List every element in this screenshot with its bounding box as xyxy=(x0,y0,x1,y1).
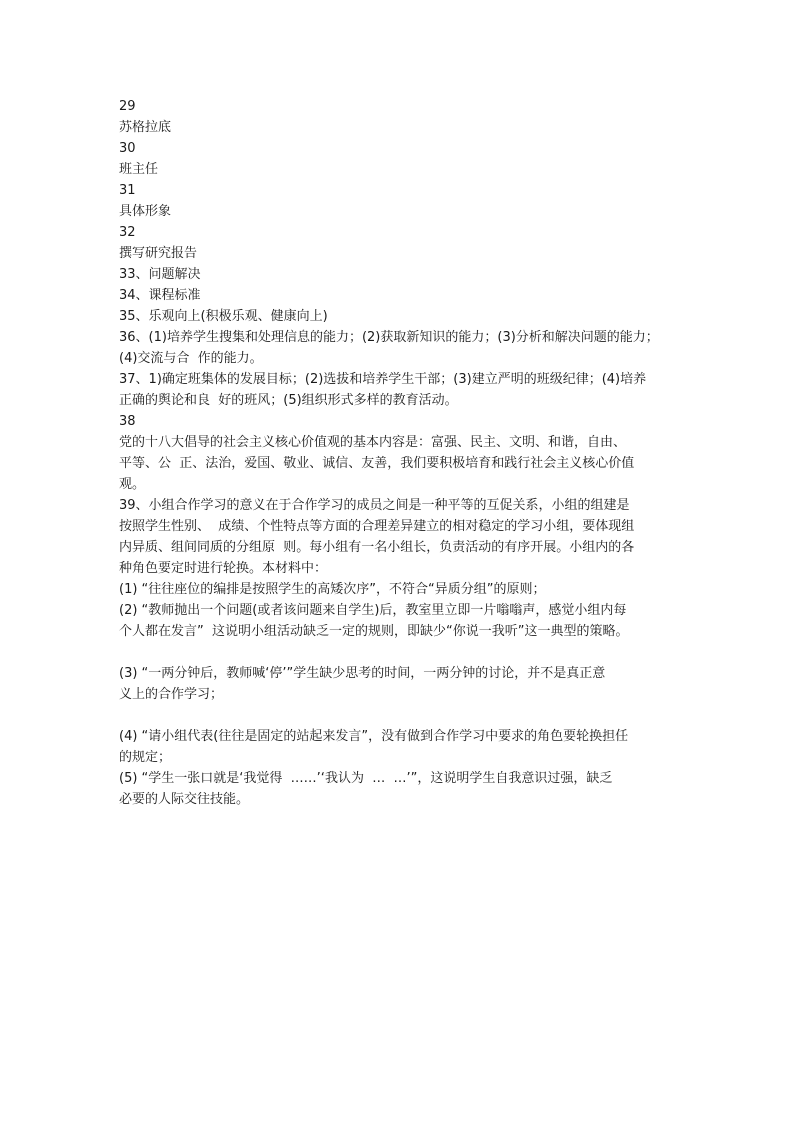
text-line: 个人都在发言” 这说明小组活动缺乏一定的规则，即缺少“你说一我听”这一典型的策略。 xyxy=(119,624,629,639)
text-line: (4)交流与合 作的能力。 xyxy=(119,351,263,366)
text-line: (2) “教师抛出一个问题(或者该问题来自学生)后，教室里立即一片嗡嗡声，感觉小组内每 xyxy=(119,603,627,618)
text-line: 具体形象 xyxy=(119,204,172,219)
text-line: 观。 xyxy=(119,477,146,492)
text-line: 必要的人际交往技能。 xyxy=(119,792,250,807)
text-line: 撰写研究报告 xyxy=(119,246,198,261)
text-line: 种角色要定时进行轮换。本材料中： xyxy=(119,561,328,576)
text-line: 33、问题解决 xyxy=(119,267,201,282)
text-line: (1) “往往座位的编排是按照学生的高矮次序”，不符合“异质分组”的原则； xyxy=(119,582,546,597)
text-line: 按照学生性别、 成绩、个性特点等方面的合理差异建立的相对稳定的学习小组，要体现组 xyxy=(119,519,635,534)
text-line: 平等、公 正、法治，爱国、敬业、诚信、友善，我们要积极培育和践行社会主义核心价值 xyxy=(119,456,635,471)
document-body xyxy=(119,96,691,810)
text-line: 正确的舆论和良 好的班风；(5)组织形式多样的教育活动。 xyxy=(119,393,458,408)
text-line: (5) “学生一张口就是‘我觉得 ……’‘我认为 … …’”，这说明学生自我意识过强，缺乏 xyxy=(119,771,613,786)
blank-line xyxy=(119,705,691,726)
text-line: 36、(1)培养学生搜集和处理信息的能力；(2)获取新知识的能力；(3)分析和解决问题的能力； xyxy=(119,330,659,345)
text-line: 35、乐观向上(积极乐观、健康向上) xyxy=(119,309,328,324)
text-line: 党的十八大倡导的社会主义核心价值观的基本内容是：富强、民主、文明、和谐，自由、 xyxy=(119,435,627,450)
text-line: 内异质、组间同质的分组原 则。每小组有一名小组长，负责活动的有序开展。小组内的各 xyxy=(119,540,635,555)
text-line: 32 xyxy=(119,225,136,240)
text-line: 30 xyxy=(119,141,136,156)
text-line: 39、小组合作学习的意义在于合作学习的成员之间是一种平等的互促关系，小组的组建是 xyxy=(119,498,630,513)
text-line: 38 xyxy=(119,414,136,429)
text-line: 34、课程标准 xyxy=(119,288,201,303)
blank-line xyxy=(119,642,691,663)
text-line: 29 xyxy=(119,99,136,114)
text-line: 苏格拉底 xyxy=(119,120,172,135)
text-line: 的规定； xyxy=(119,750,172,765)
text-line: 37、1)确定班集体的发展目标；(2)选拔和培养学生干部；(3)建立严明的班级纪律；(4)培养 xyxy=(119,372,647,387)
text-line: 班主任 xyxy=(119,162,159,177)
text-line: 义上的合作学习； xyxy=(119,687,224,702)
text-line: 31 xyxy=(119,183,136,198)
text-line: (3) “一两分钟后，教师喊‘停’”学生缺少思考的时间，一两分钟的讨论，并不是真正意 xyxy=(119,666,606,681)
text-line: (4) “请小组代表(往往是固定的站起来发言”，没有做到合作学习中要求的角色要轮换担任 xyxy=(119,729,629,744)
